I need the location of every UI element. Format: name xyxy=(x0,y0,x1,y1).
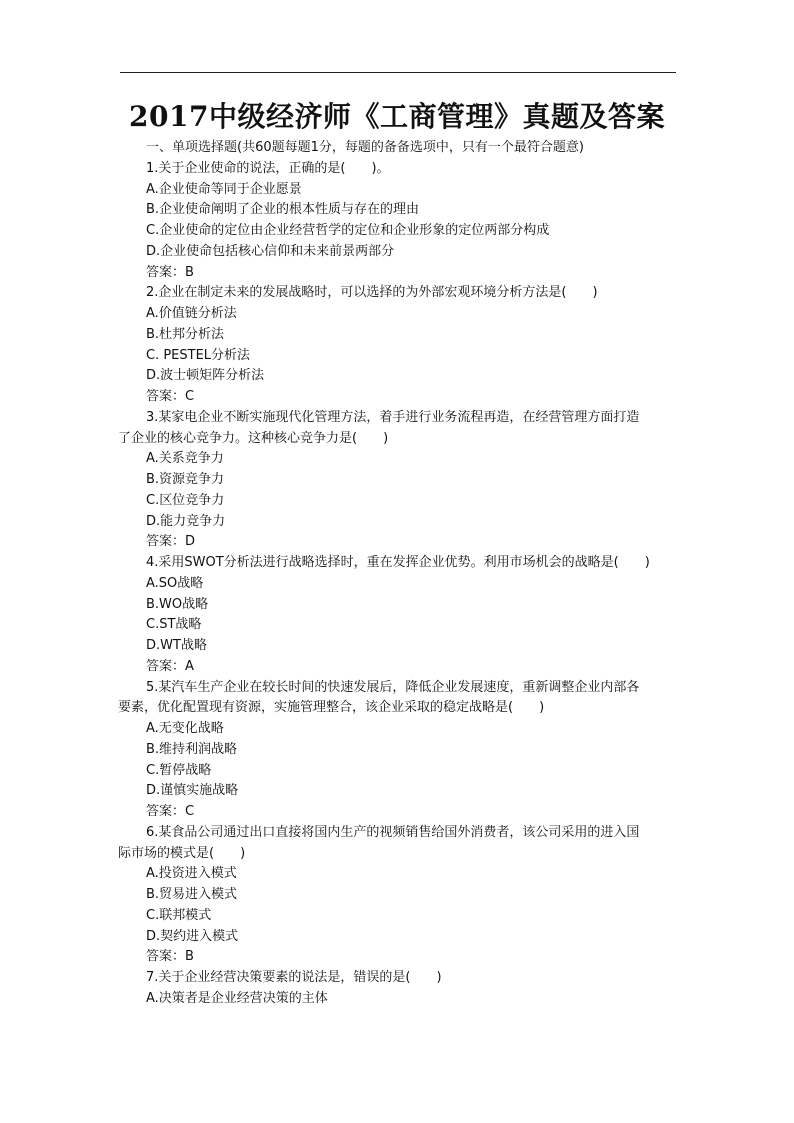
answer-option: B.贸易进入模式 xyxy=(146,887,238,902)
question-stem: 1.关于企业使命的说法，正确的是( )。 xyxy=(146,160,390,176)
question-stem: 2.企业在制定未来的发展战略时，可以选择的为外部宏观环境分析方法是( ) xyxy=(146,285,598,301)
answer-option: D.能力竞争力 xyxy=(146,513,226,529)
question-block xyxy=(118,283,680,408)
answer-option: C.联邦模式 xyxy=(146,907,212,923)
answer-option: B.杜邦分析法 xyxy=(146,326,225,342)
answer-option: B.维持利润战略 xyxy=(146,741,238,757)
answer-option: C.暂停战略 xyxy=(146,762,212,778)
answer-option: A.无变化战略 xyxy=(146,721,224,736)
answer-key: 答案：B xyxy=(146,264,194,280)
question-block xyxy=(118,968,680,1010)
question-stem: 6.某食品公司通过出口直接将国内生产的视频销售给国外消费者，该公司采用的进入国 xyxy=(146,824,640,840)
answer-key: 答案：C xyxy=(146,389,195,404)
answer-option: A.SO战略 xyxy=(146,575,204,591)
answer-option: C.区位竞争力 xyxy=(146,492,225,508)
answer-option: B.资源竞争力 xyxy=(146,472,225,487)
question-block xyxy=(118,553,680,678)
answer-option: A.价值链分析法 xyxy=(146,306,237,321)
question-stem: 3.某家电企业不断实施现代化管理方法，着手进行业务流程再造，在经营管理方面打造 xyxy=(146,409,640,425)
answer-option: B.WO战略 xyxy=(146,596,209,612)
question-stem: 5.某汽车生产企业在较长时间的快速发展后，降低企业发展速度，重新调整企业内部各 xyxy=(146,679,640,695)
question-stem: 4.采用SWOT分析法进行战略选择时，重在发挥企业优势。利用市场机会的战略是( ) xyxy=(146,555,650,570)
answer-option: A.企业使命等同于企业愿景 xyxy=(146,181,302,197)
answer-option: D.WT战略 xyxy=(146,638,207,653)
question-block xyxy=(118,678,680,823)
document-title: 2017中级经济师《工商管理》真题及答案 xyxy=(129,100,665,133)
answer-option: D.波士顿矩阵分析法 xyxy=(146,368,265,384)
answer-option: B.企业使命阐明了企业的根本性质与存在的理由 xyxy=(146,202,420,218)
question-list xyxy=(118,159,680,1010)
answer-key: 答案：D xyxy=(146,534,196,550)
answer-option: C. PESTEL分析法 xyxy=(146,347,251,363)
answer-option: C.ST战略 xyxy=(146,617,202,633)
question-stem: 7.关于企业经营决策要素的说法是，错误的是( ) xyxy=(146,970,442,985)
answer-option: A.关系竞争力 xyxy=(146,451,224,467)
question-stem: 要素，优化配置现有资源，实施管理整合，该企业采取的稳定战略是( ) xyxy=(118,700,545,716)
answer-option: D.企业使命包括核心信仰和未来前景两部分 xyxy=(146,243,395,259)
answer-option: D.谨慎实施战略 xyxy=(146,783,239,799)
question-stem: 际市场的模式是( ) xyxy=(118,845,246,861)
answer-option: A.决策者是企业经营决策的主体 xyxy=(146,990,328,1006)
answer-option: A.投资进入模式 xyxy=(146,866,237,882)
answer-key: 答案：B xyxy=(146,949,194,965)
answer-key: 答案：A xyxy=(146,658,194,674)
header-rule xyxy=(120,72,676,73)
question-stem: 了企业的核心竞争力。这种核心竞争力是( ) xyxy=(118,430,389,446)
section-heading: 一、单项选择题(共60题每题1分，每题的备备选项中，只有一个最符合题意) xyxy=(146,140,584,155)
question-block xyxy=(118,408,680,553)
answer-option: D.契约进入模式 xyxy=(146,928,239,944)
question-block xyxy=(118,159,680,284)
document-body xyxy=(118,138,680,1010)
question-block xyxy=(118,823,680,968)
answer-key: 答案：C xyxy=(146,804,195,819)
answer-option: C.企业使命的定位由企业经营哲学的定位和企业形象的定位两部分构成 xyxy=(146,223,550,238)
